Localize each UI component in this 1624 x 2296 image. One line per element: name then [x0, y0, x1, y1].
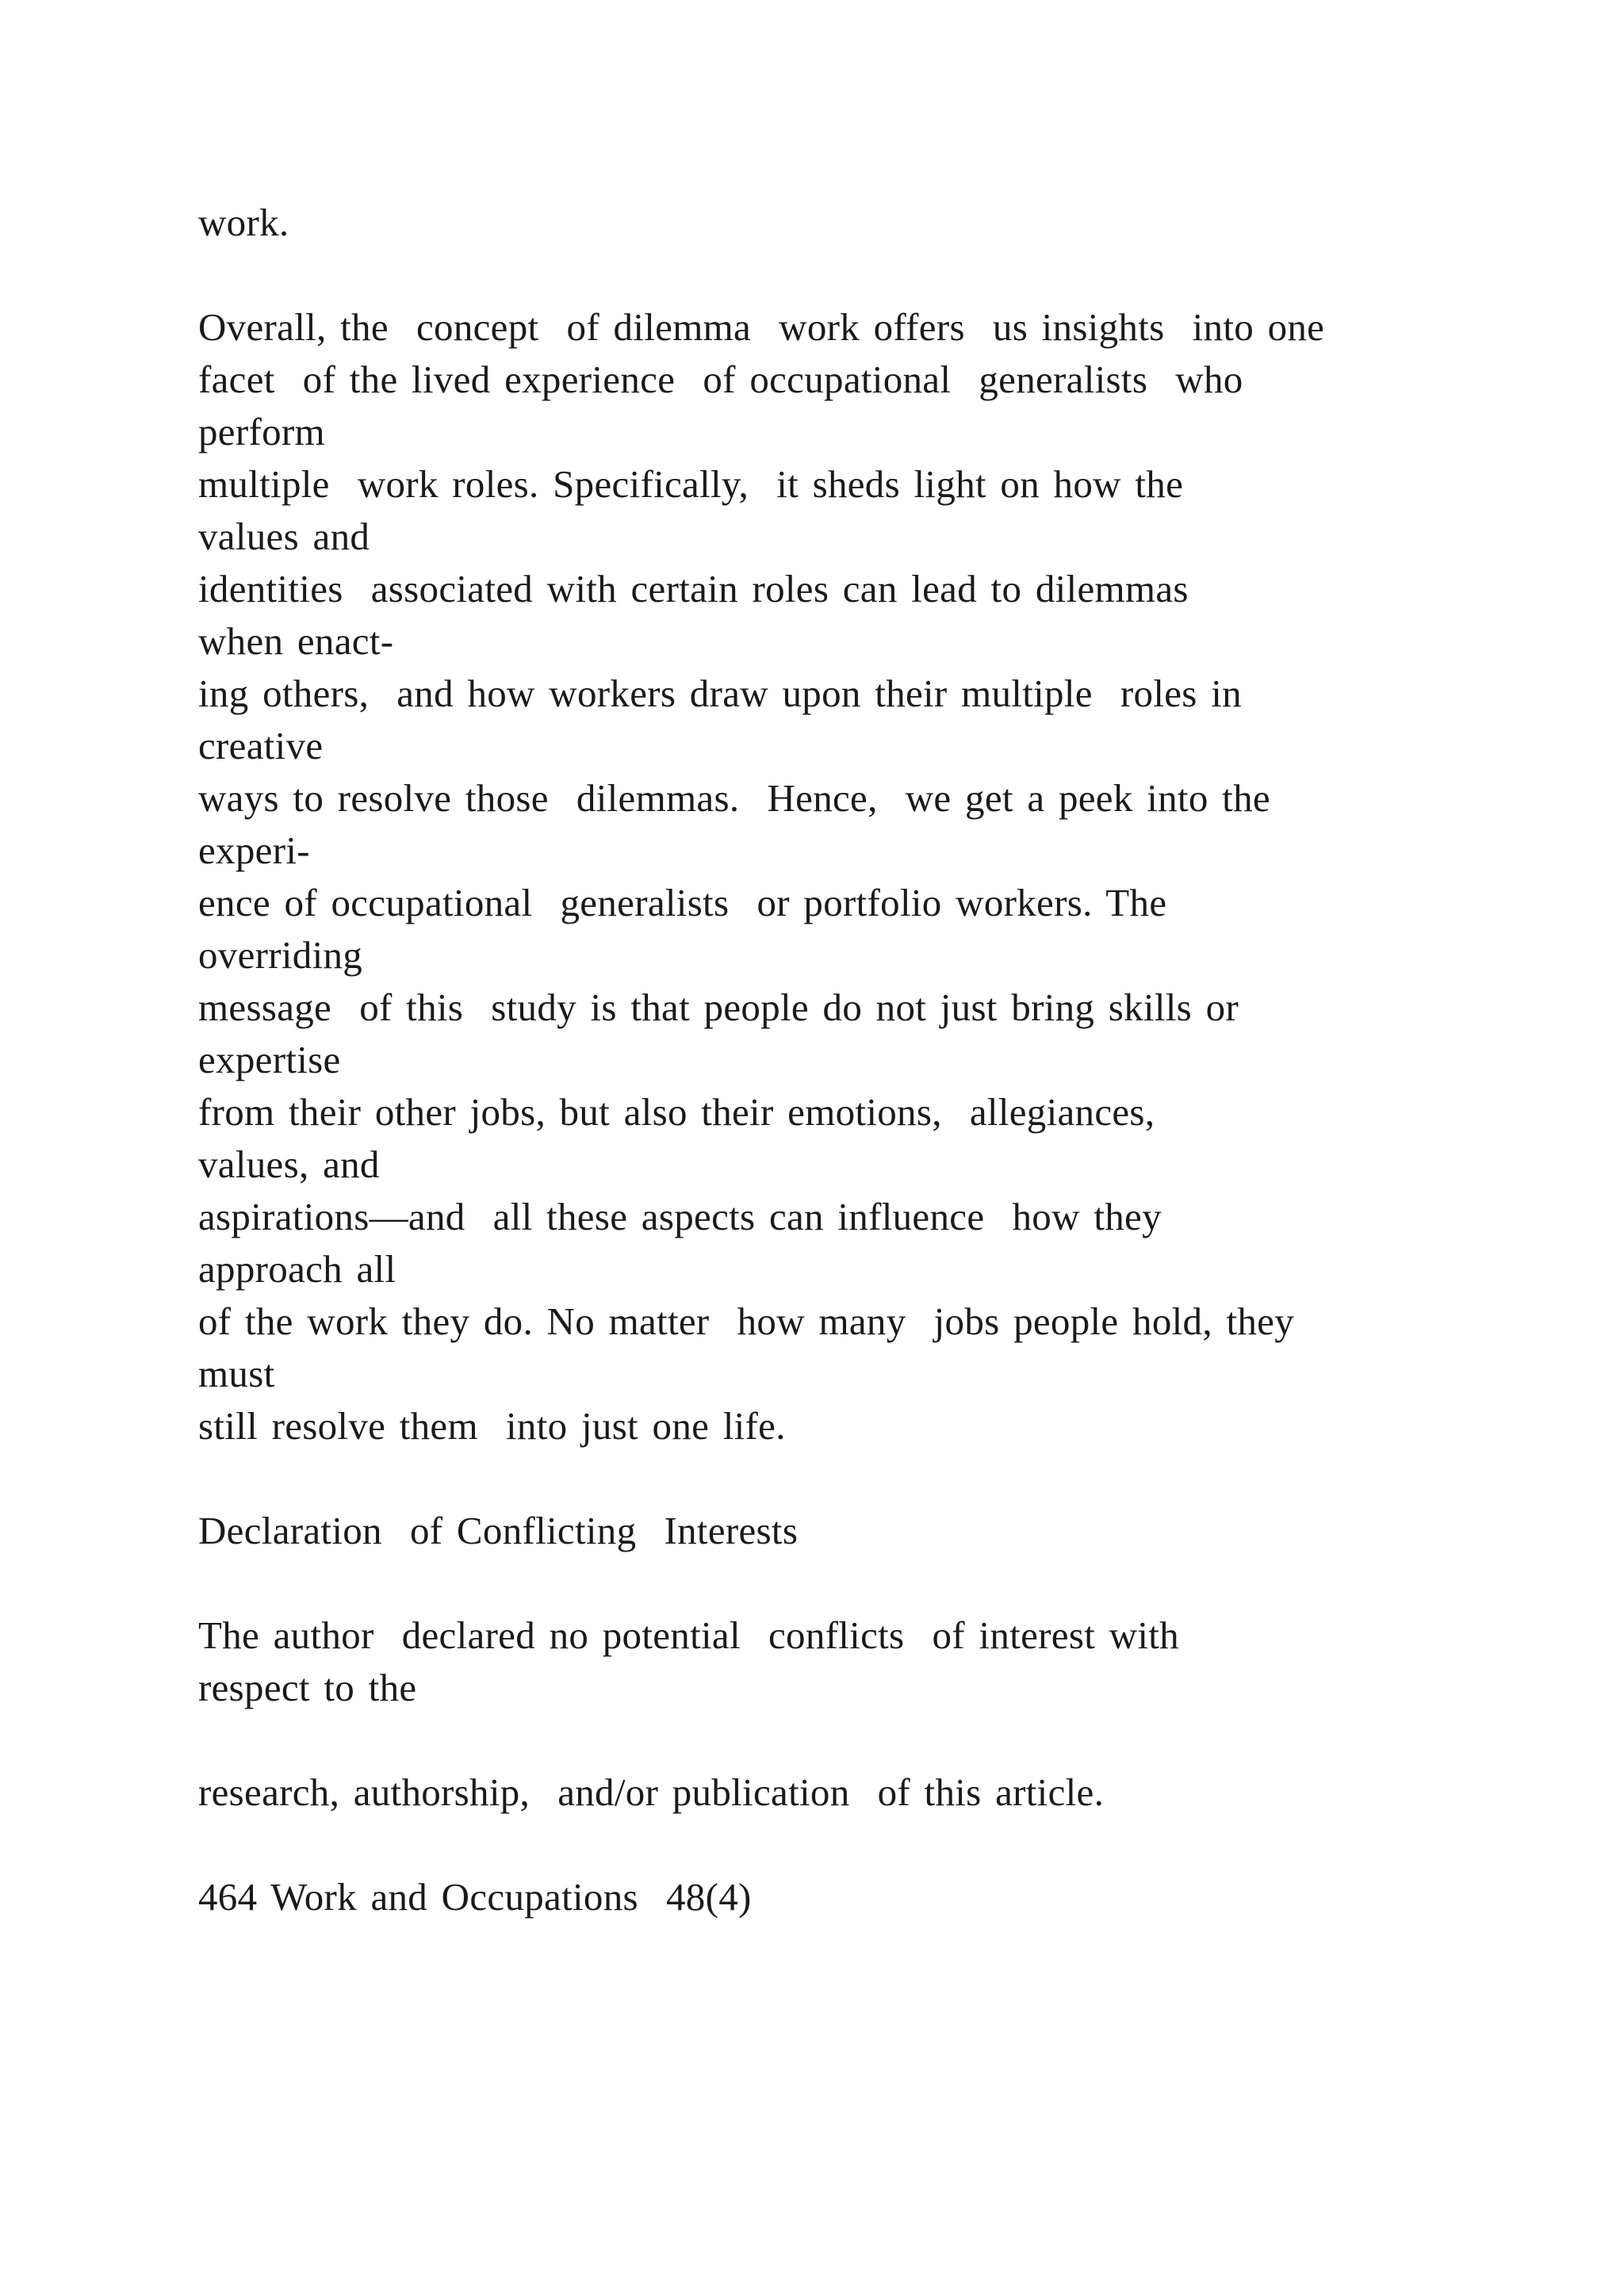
paragraph-line: overriding	[198, 933, 363, 977]
main-paragraph	[198, 301, 1530, 1452]
paragraph-line: identities associated with certain roles can lead to dilemmas	[198, 567, 1189, 610]
paragraph-line: still resolve them into just one life.	[198, 1404, 786, 1448]
paragraph-gap	[198, 249, 1530, 301]
section-heading: Declaration of Conflicting Interests	[198, 1509, 799, 1552]
paragraph-line: perform	[198, 410, 325, 453]
running-footer: 464 Work and Occupations 48(4)	[198, 1875, 752, 1919]
paragraph-line: multiple work roles. Specifically, it sheds light on how the	[198, 462, 1184, 506]
paragraph-line: aspirations—and all these aspects can influence how they	[198, 1195, 1162, 1238]
paragraph-gap	[198, 1452, 1530, 1505]
paragraph-gap	[198, 1557, 1530, 1609]
paragraph-line: values, and	[198, 1142, 380, 1186]
conflict-continuation: research, authorship, and/or publication of this article.	[198, 1770, 1105, 1814]
paragraph-gap	[198, 1714, 1530, 1766]
paragraph-line: creative	[198, 724, 324, 767]
paragraph-line: must	[198, 1352, 275, 1395]
paragraph-line: facet of the lived experience of occupational generalists who	[198, 358, 1243, 401]
paragraph-line: message of this study is that people do not just bring skills or	[198, 985, 1239, 1029]
conflict-line: The author declared no potential conflicts of interest with	[198, 1613, 1179, 1657]
paragraph-line: ways to resolve those dilemmas. Hence, we get a peek into the	[198, 776, 1270, 820]
paragraph-line: experi-	[198, 828, 310, 872]
conflict-line: respect to the	[198, 1666, 417, 1709]
paragraph-line: expertise	[198, 1038, 341, 1081]
paragraph-line: ence of occupational generalists or portfolio workers. The	[198, 881, 1167, 924]
paragraph-line: values and	[198, 515, 370, 558]
paragraph-line: approach all	[198, 1247, 396, 1291]
document-page	[198, 197, 1530, 1923]
paragraph-gap	[198, 1819, 1530, 1871]
paragraph-line: when enact-	[198, 619, 394, 663]
paragraph-line: of the work they do. No matter how many jobs people hold, they	[198, 1299, 1295, 1343]
paragraph-line: Overall, the concept of dilemma work offers us insights into one	[198, 305, 1325, 349]
paragraph-line: ing others, and how workers draw upon their multiple roles in	[198, 672, 1242, 715]
paragraph-line: from their other jobs, but also their emotions, allegiances,	[198, 1090, 1155, 1134]
conflict-statement	[198, 1609, 1530, 1714]
opening-line: work.	[198, 201, 289, 244]
